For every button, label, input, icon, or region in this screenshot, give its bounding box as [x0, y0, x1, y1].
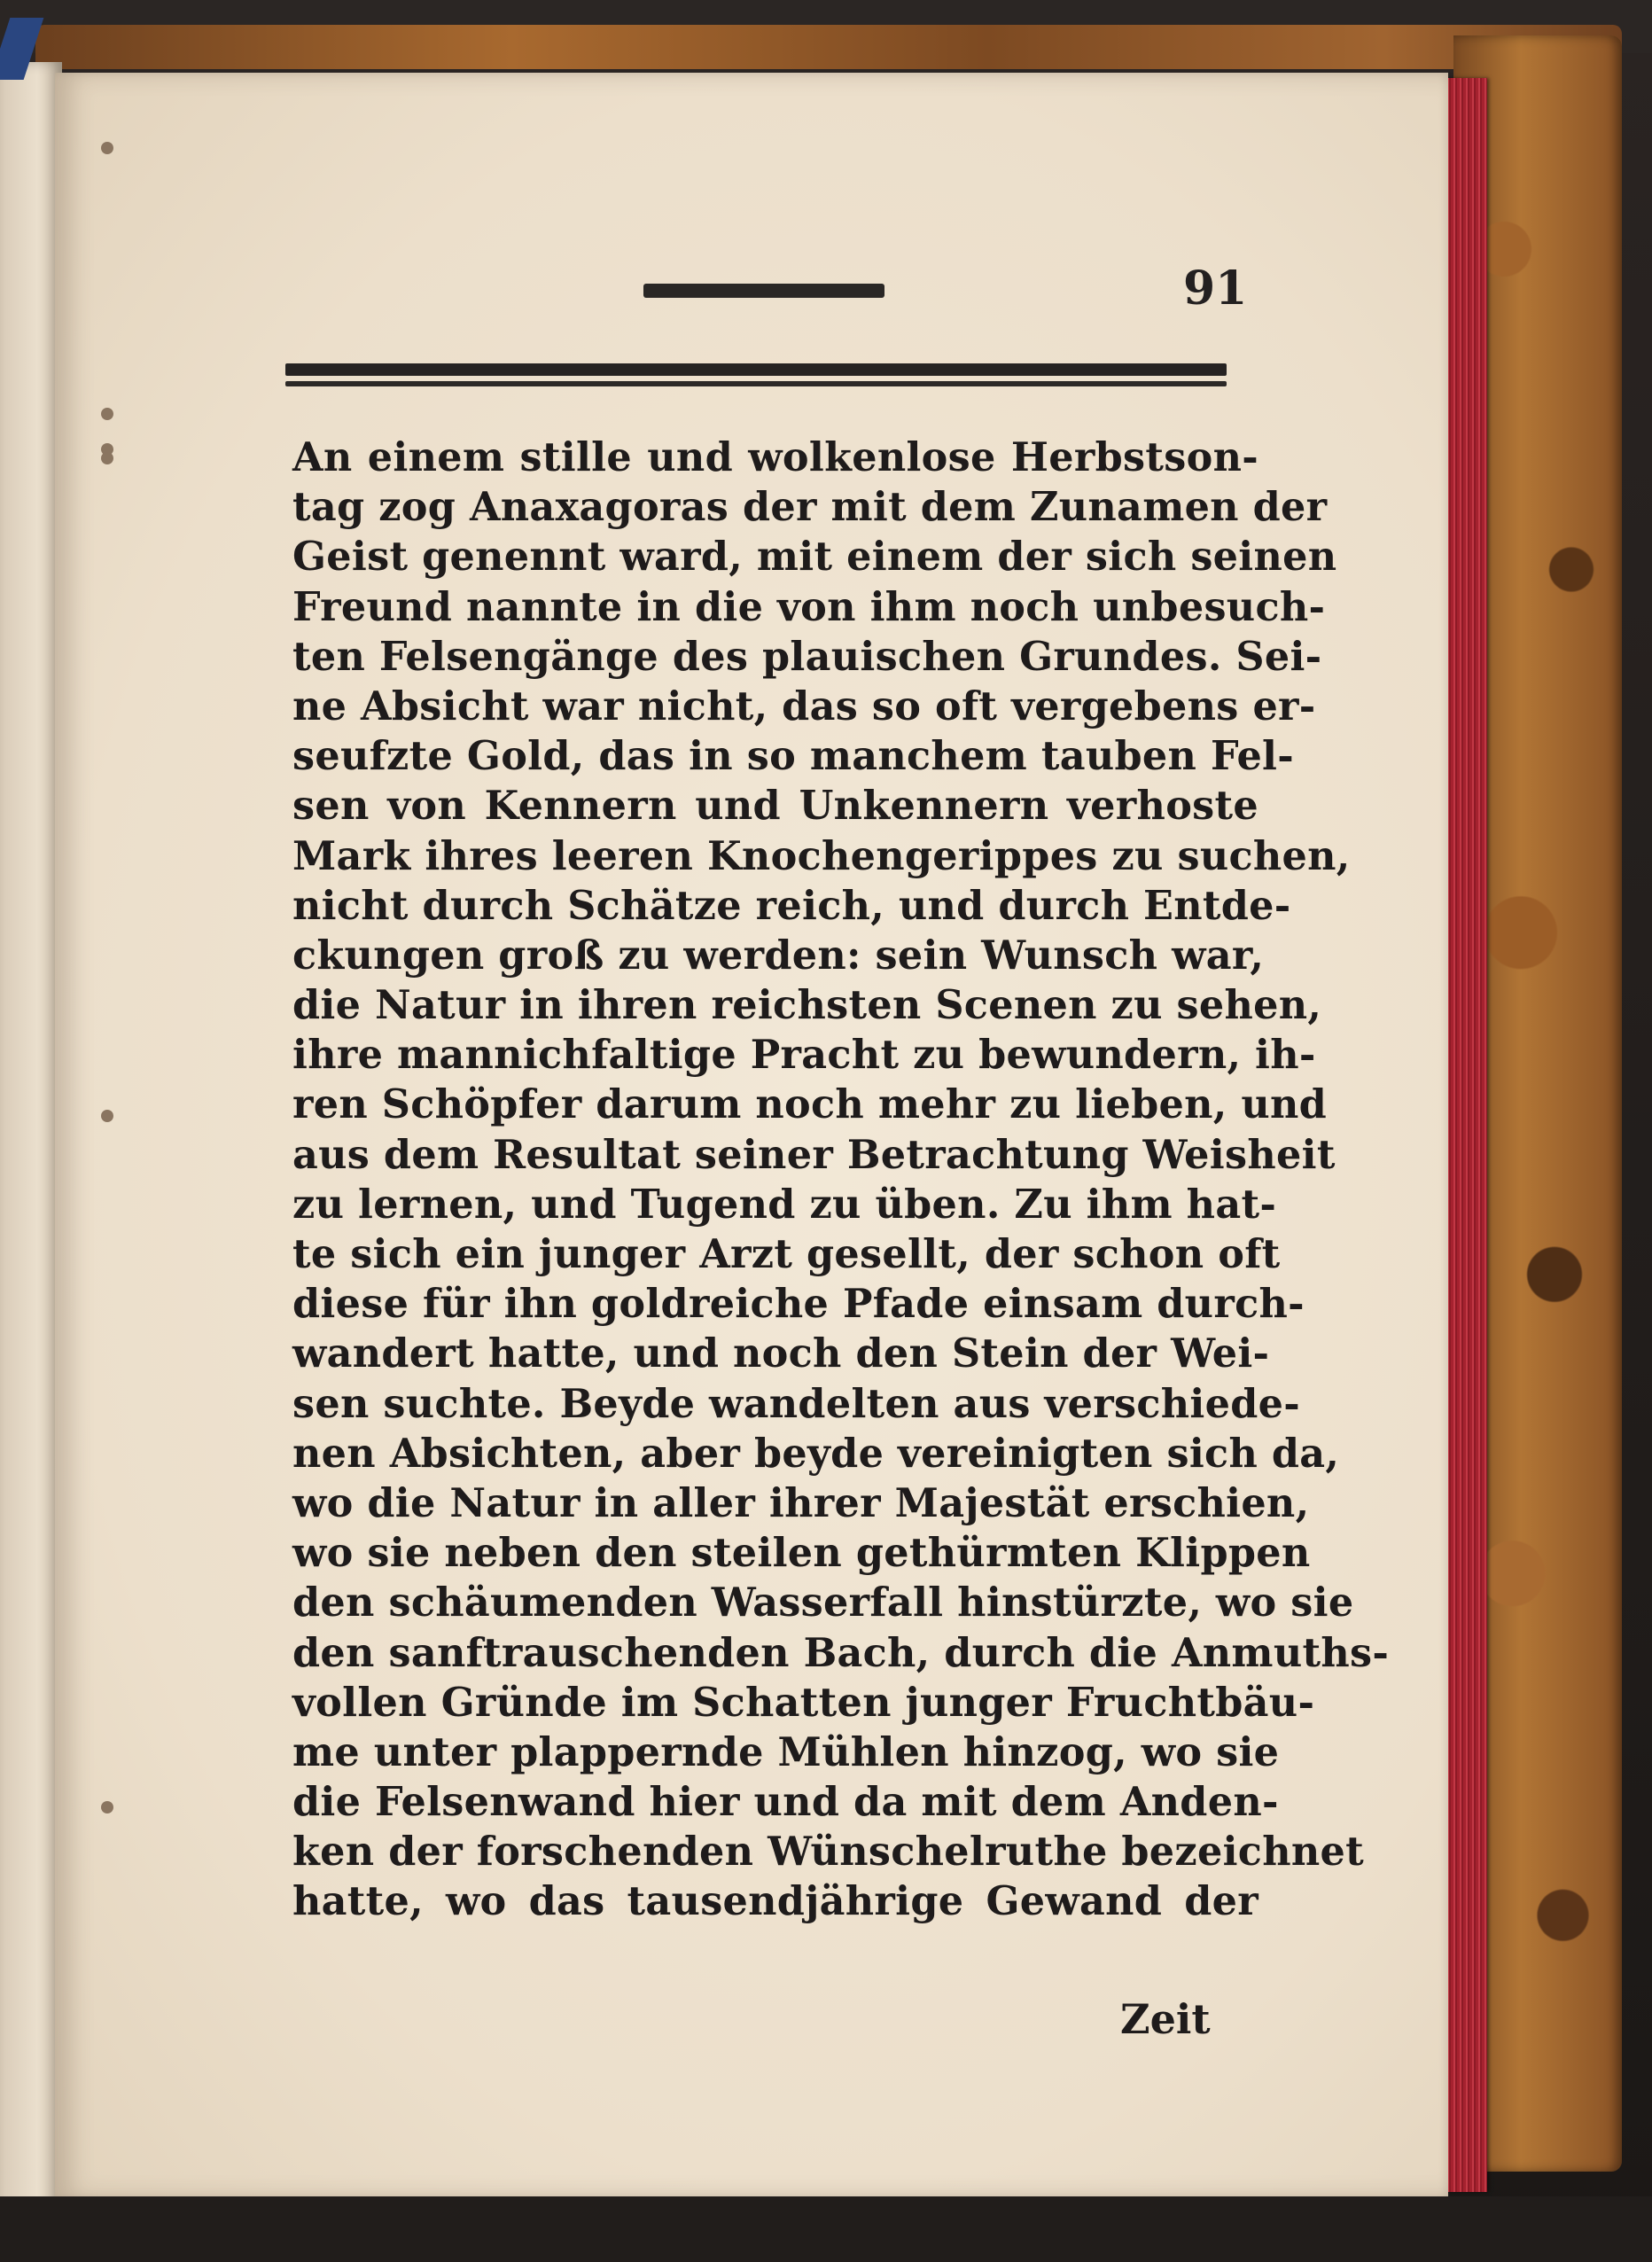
red-page-edges	[1445, 78, 1487, 2192]
binding-stitch	[101, 408, 113, 420]
text-line: me unter plappernde Mühlen hinzog, wo sie	[292, 1728, 1280, 1775]
left-page-edge	[0, 62, 62, 2225]
text-line: nen Absichten, aber beyde vereinigten sich da,	[292, 1430, 1340, 1477]
text-line: sen suchte. Beyde wandelten aus verschiede-	[292, 1380, 1301, 1427]
rule-thin	[285, 381, 1227, 386]
text-line: ckungen groß zu werden: sein Wunsch war,	[292, 932, 1265, 979]
binding-stitch	[101, 142, 113, 154]
double-rule	[285, 363, 1227, 390]
body-text	[292, 433, 1390, 1927]
header-rule	[643, 284, 884, 298]
text-line: ne Absicht war nicht, das so oft vergebens er-	[292, 682, 1316, 729]
text-line: An einem stille und wolkenlose Herbstson-	[292, 434, 1258, 480]
text-line: wandert hatte, und noch den Stein der Wei-	[292, 1330, 1270, 1377]
text-line: nicht durch Schätze reich, und durch Entde-	[292, 882, 1291, 929]
text-line: die Felsenwand hier und da mit dem Anden-	[292, 1779, 1279, 1826]
rule-thick	[285, 363, 1227, 376]
text-line: den sanftrauschenden Bach, durch die Anmuths-	[292, 1629, 1390, 1676]
text-line: wo die Natur in aller ihrer Majestät erschien,	[292, 1479, 1310, 1526]
text-line: tag zog Anaxagoras der mit dem Zunamen der	[292, 484, 1328, 531]
page-number: 91	[1183, 261, 1248, 316]
text-line: die Natur in ihren reichsten Scenen zu sehen,	[292, 982, 1322, 1029]
text-line: ten Felsengänge des plauischen Grundes. Sei-	[292, 633, 1322, 680]
text-line: aus dem Resultat seiner Betrachtung Weisheit	[292, 1131, 1336, 1178]
text-line: den schäumenden Wasserfall hinstürzte, wo sie	[292, 1580, 1354, 1626]
binding-stitch	[101, 1110, 113, 1122]
text-line: Geist genennt ward, mit einem der sich seinen	[292, 534, 1337, 581]
text-line: Mark ihres leeren Knochengerippes zu suchen,	[292, 832, 1351, 879]
text-line: Freund nannte in die von ihm noch unbesuch-	[292, 583, 1326, 630]
binding-stitch	[101, 1801, 113, 1814]
text-line: te sich ein junger Arzt gesellt, der schon oft	[292, 1231, 1281, 1277]
text-line: ren Schöpfer darum noch mehr zu lieben, und	[292, 1081, 1328, 1128]
text-line: sen von Kennern und Unkennern verhoste	[292, 783, 1258, 830]
text-line: hatte, wo das tausendjährige Gewand der	[292, 1878, 1258, 1925]
text-line: diese für ihn goldreiche Pfade einsam durch-	[292, 1281, 1305, 1328]
binding-stitch	[101, 452, 113, 464]
cover-top-edge	[35, 25, 1622, 69]
background-bottom	[0, 2196, 1652, 2262]
text-line: seufzte Gold, das in so manchem tauben Fel-	[292, 733, 1295, 780]
text-line: ihre mannichfaltige Pracht zu bewundern, ih-	[292, 1032, 1316, 1079]
text-line: ken der forschenden Wünschelruthe bezeichnet	[292, 1829, 1364, 1876]
text-line: wo sie neben den steilen gethürmten Klippen	[292, 1530, 1311, 1577]
catchword: Zeit	[1120, 1995, 1211, 2043]
text-line: zu lernen, und Tugend zu üben. Zu ihm hat-	[292, 1181, 1277, 1228]
text-line: vollen Gründe im Schatten junger Fruchtbäu-	[292, 1679, 1315, 1726]
